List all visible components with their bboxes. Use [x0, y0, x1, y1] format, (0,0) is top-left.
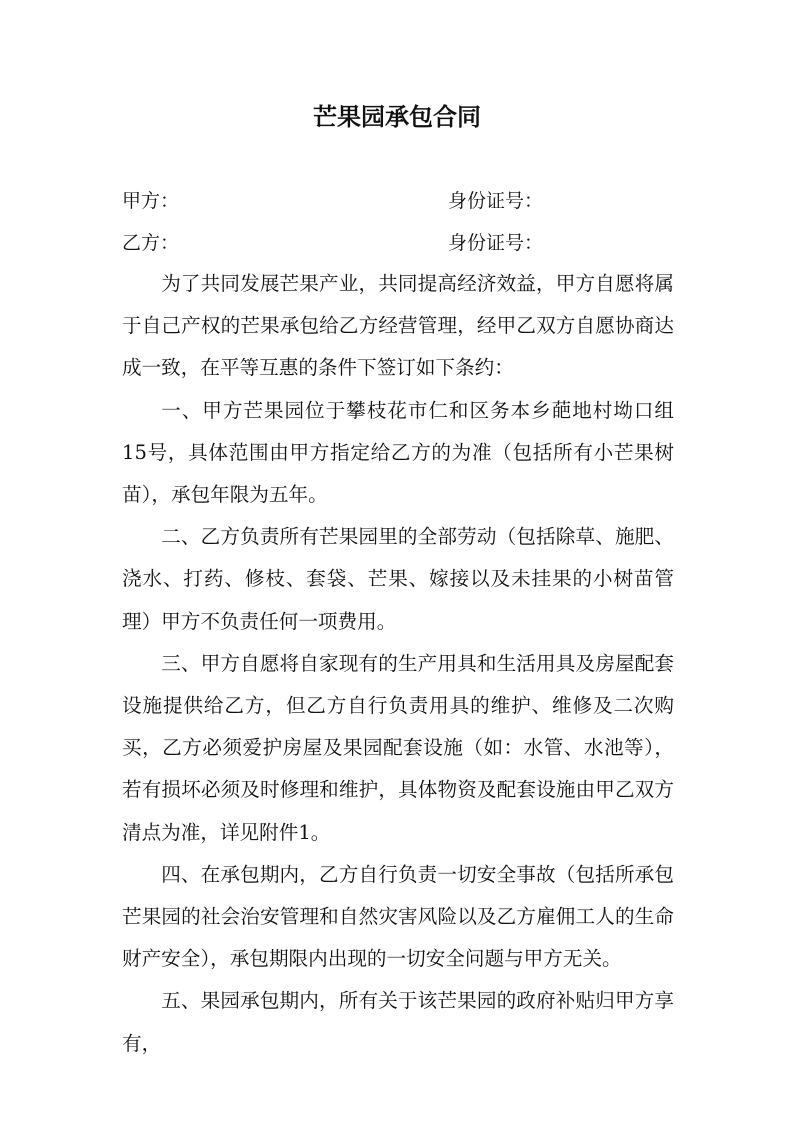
contract-body: [122, 263, 674, 1065]
clause-5-paragraph: 五、果园承包期内，所有关于该芒果园的政府补贴归甲方享有，: [122, 989, 674, 1055]
party-b-row: [122, 222, 682, 264]
clause-3-paragraph: 三、甲方自愿将自家现有的生产用具和生活用具及房屋配套设施提供给乙方，但乙方自行负责用具的维护、维修及二次购买，乙方必须爱护房屋及果园配套设施（如：水管、水池等），若有损坏必须及时修理和维护，具体物资及配套设施由甲乙双方清点为准，详见附件1。: [122, 651, 674, 844]
document-title: 芒果园承包合同: [313, 102, 481, 131]
party-b-id-label: 身份证号：: [448, 232, 544, 254]
party-b-label: 乙方：: [122, 232, 180, 254]
preamble-paragraph: 为了共同发展芒果产业，共同提高经济效益，甲方自愿将属于自己产权的芒果承包给乙方经营管理，经甲乙双方自愿协商达成一致，在平等互惠的条件下签订如下条约：: [122, 272, 674, 380]
clause-4-paragraph: 四、在承包期内，乙方自行负责一切安全事故（包括所承包芒果园的社会治安管理和自然灾害风险以及乙方雇佣工人的生命财产安全），承包期限内出现的一切安全问题与甲方无关。: [122, 862, 674, 971]
party-a-id-label: 身份证号：: [448, 190, 544, 212]
party-a-label: 甲方：: [122, 190, 180, 212]
clause-1-paragraph: 一、甲方芒果园位于攀枝花市仁和区务本乡葩地村坳口组15号，具体范围由甲方指定给乙方的为准（包括所有小芒果树苗），承包年限为五年。: [122, 398, 674, 507]
clause-2-paragraph: 二、乙方负责所有芒果园里的全部劳动（包括除草、施肥、浇水、打药、修枝、套袋、芒果、嫁接以及未挂果的小树苗管理）甲方不负责任何一项费用。: [122, 525, 674, 633]
party-a-row: [122, 180, 682, 222]
